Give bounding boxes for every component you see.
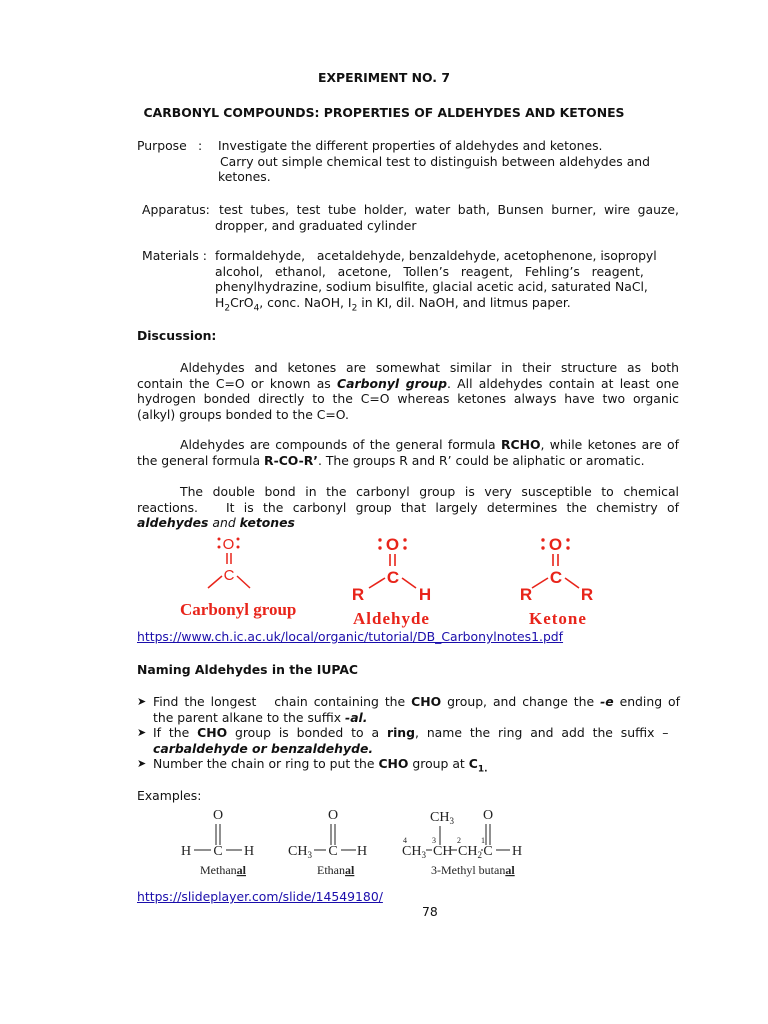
bullet-item-longest-chain [153, 694, 680, 725]
carbon-atom: C [223, 567, 235, 584]
right-pointer-bullet-icon: ➤ [137, 695, 147, 708]
text: , conc. NaOH, I [259, 294, 352, 310]
text: contain the C=O or known as [137, 375, 338, 391]
ch-text: CH [402, 844, 422, 859]
caption-suffix: al [345, 863, 355, 877]
lone-pair-dot [541, 546, 544, 549]
aldehyde-structure [352, 535, 431, 628]
text: Aldehydes are compounds of the general formula [180, 437, 501, 452]
r-group: R [519, 585, 533, 604]
subscript: 2 [224, 302, 231, 313]
cho-term: CHO [411, 694, 442, 709]
formula-rcor: R-CO-R’ [264, 452, 318, 468]
text: , name the ring and add the suffix – [415, 725, 669, 740]
bullet-line [153, 710, 680, 726]
materials-line [215, 295, 680, 317]
methyl-group [288, 844, 312, 860]
lone-pair-dot [403, 538, 406, 541]
materials-text [215, 248, 680, 316]
lone-pair-dot [566, 546, 569, 549]
page-number: 78 [422, 904, 438, 919]
oxygen-atom: O [548, 535, 563, 554]
paragraph-line: (alkyl) groups bonded to the C=O. [137, 406, 349, 422]
oxygen-atom: O [385, 535, 400, 554]
bond-line [532, 578, 548, 588]
c1-term: C [468, 756, 478, 771]
bond-line [208, 576, 222, 588]
subscript: 3 [449, 816, 454, 826]
caption-ketone: Ketone [529, 609, 587, 628]
text: Find the longest chain containing the [153, 694, 412, 709]
right-pointer-bullet-icon: ➤ [137, 726, 147, 739]
oxygen-atom: O [482, 808, 494, 823]
methylbutanal-structure [402, 808, 522, 877]
discussion-paragraph-1 [137, 360, 679, 422]
hydrogen-atom: H [243, 844, 255, 859]
experiment-number: EXPERIMENT NO. 7 [318, 70, 450, 85]
text: the general formula [137, 452, 265, 468]
caption-text: Methan [200, 863, 237, 877]
carbon-number-label: 1 [481, 836, 485, 845]
apparatus-text [215, 202, 679, 233]
purpose-line: Carry out simple chemical test to distinguish between aldehydes and [220, 153, 650, 169]
subscript: 2 [477, 850, 482, 860]
ch-text: CH [288, 844, 308, 859]
carbon-atom: C [328, 844, 338, 859]
source-link-slideplayer[interactable]: https://slideplayer.com/slide/14549180/ [137, 889, 383, 904]
carbon-number-label: 3 [432, 836, 436, 845]
paragraph-line [137, 515, 679, 531]
carbonyl-group-term: Carbonyl group [337, 375, 447, 391]
cho-term: CHO [378, 756, 409, 771]
bullet-item-ring [153, 725, 680, 756]
source-link-carbonyl-notes[interactable]: https://www.ch.ic.ac.uk/local/organic/tutorial/DB_Carbonylnotes1.pdf [137, 629, 564, 644]
r-group: R [351, 585, 365, 604]
bullet-item-number-chain [153, 756, 680, 778]
ketone-structure [520, 535, 593, 628]
caption-methylbutanal [431, 863, 515, 877]
ch-text: CH [430, 810, 450, 825]
caption-aldehyde: Aldehyde [353, 609, 430, 628]
purpose-line: ketones. [218, 169, 271, 184]
apparatus-line: dropper, and graduated cylinder [215, 217, 417, 233]
lone-pair-dot [218, 546, 221, 549]
carbonyl-group-structure [180, 536, 296, 619]
examples-label: Examples: [137, 788, 202, 803]
bullet-line [153, 694, 680, 710]
carbonyl-structures-figure [160, 530, 620, 630]
paragraph-line: hydrogen bonded directly to the C=O whereas ketones always have two organic [137, 391, 679, 406]
text: group at [408, 756, 469, 771]
text: and [208, 515, 240, 530]
purpose-line: Investigate the different properties of aldehydes and ketones. [218, 138, 603, 153]
text-ketones: ketones [239, 515, 295, 530]
lone-pair-dot [218, 538, 221, 541]
ch2-group [458, 844, 482, 860]
page-title: CARBONYL COMPOUNDS: PROPERTIES OF ALDEHYDES AND KETONES [143, 105, 625, 120]
paragraph-line: The double bond in the carbonyl group is very susceptible to chemical [180, 484, 679, 499]
methyl-branch [430, 810, 454, 826]
hydrogen-atom: H [356, 844, 368, 859]
ring-term: ring [386, 725, 416, 740]
text: Number the chain or ring to put the [153, 756, 379, 771]
purpose-label: Purpose [137, 138, 187, 153]
text: . All aldehydes contain at least one [446, 375, 679, 391]
caption-suffix: al [505, 863, 515, 877]
text: If the [153, 725, 198, 740]
paragraph-line: reactions. It is the carbonyl group that largely determines the chemistry of [137, 499, 679, 515]
lone-pair-dot [237, 546, 240, 549]
text: group is bonded to a [227, 725, 387, 740]
lone-pair-dot [403, 546, 406, 549]
paragraph-line [137, 376, 679, 392]
carbon-atom: C [549, 568, 563, 587]
text-aldehydes: aldehydes [137, 515, 209, 530]
oxygen-atom: O [327, 808, 339, 823]
materials-line: formaldehyde, acetaldehyde, benzaldehyde, acetophenone, isopropyl [215, 248, 657, 263]
ch-group: CH [433, 844, 453, 859]
paragraph-line: Aldehydes and ketones are somewhat similar in their structure as both [180, 360, 679, 375]
hydrogen-atom: H [418, 585, 432, 604]
apparatus-line: test tubes, test tube holder, water bath, Bunsen burner, wire gauze, [219, 202, 679, 217]
purpose-text [218, 138, 683, 185]
text: group, and change the [441, 694, 601, 709]
bond-line [369, 578, 385, 588]
bond-line [237, 576, 250, 588]
ethanal-structure [288, 808, 367, 877]
discussion-heading: Discussion: [137, 328, 217, 343]
subscript: 3 [421, 850, 426, 860]
bullet-line [153, 725, 680, 741]
formula-rcho: RCHO [500, 437, 541, 452]
caption-ethanal [317, 863, 355, 877]
suffix-e: -e [600, 694, 614, 709]
hydrogen-atom: H [511, 844, 523, 859]
ch-text: CH [458, 844, 478, 859]
caption-suffix: al [236, 863, 246, 877]
caption-text: Ethan [317, 863, 345, 877]
carbon-number-label: 2 [457, 836, 461, 845]
oxygen-atom: O [222, 536, 235, 553]
caption-carbonyl-group: Carbonyl group [180, 600, 297, 619]
materials-line: alcohol, ethanol, acetone, Tollen’s reagent, Fehling’s reagent, [215, 263, 644, 279]
suffix-carbaldehyde: carbaldehyde or benzaldehyde. [153, 740, 374, 756]
carbon-number-label: 4 [403, 836, 407, 845]
carbon-atom: C [386, 568, 400, 587]
naming-heading: Naming Aldehydes in the IUPAC [137, 662, 359, 677]
materials-label: Materials : [142, 248, 207, 263]
lone-pair-dot [237, 538, 240, 541]
lone-pair-dot [541, 538, 544, 541]
discussion-paragraph-3 [137, 484, 679, 531]
text: ending of [613, 694, 680, 709]
subscript: 1. [477, 764, 488, 775]
suffix-al: -al. [345, 709, 368, 725]
subscript: 2 [351, 302, 358, 313]
subscript: 3 [307, 850, 312, 860]
text: , while ketones are of [540, 437, 679, 452]
hydrogen-atom: H [180, 844, 192, 859]
bond-line [565, 578, 579, 588]
text: . The groups R and R’ could be aliphatic or aromatic. [317, 452, 645, 468]
aldehyde-examples-figure [170, 803, 540, 881]
caption-text: 3-Methyl butan [431, 863, 506, 877]
bond-line [402, 578, 416, 588]
oxygen-atom: O [212, 808, 224, 823]
lone-pair-dot [378, 538, 381, 541]
text: the parent alkane to the suffix [153, 709, 346, 725]
text: in KI, dil. NaOH, and litmus paper. [357, 294, 571, 310]
text-cro: CrO [230, 294, 254, 310]
main-chain-formula [402, 844, 426, 860]
paragraph-line [137, 453, 679, 469]
materials-line: phenylhydrazine, sodium bisulfite, glacial acetic acid, saturated NaCl, [215, 279, 648, 294]
carbon-atom: C [483, 844, 493, 859]
text-h: H [215, 294, 225, 310]
discussion-paragraph-2 [137, 437, 679, 468]
cho-term: CHO [197, 725, 228, 740]
paragraph-line [137, 437, 679, 453]
right-pointer-bullet-icon: ➤ [137, 757, 147, 770]
lone-pair-dot [378, 546, 381, 549]
purpose-colon: : [198, 138, 203, 153]
lone-pair-dot [566, 538, 569, 541]
apparatus-label: Apparatus: [142, 202, 210, 217]
caption-methanal [200, 863, 247, 877]
subscript: 4 [253, 302, 260, 313]
r-prime-group: R [580, 585, 594, 604]
carbon-atom: C [213, 844, 223, 859]
methanal-structure [181, 808, 254, 877]
